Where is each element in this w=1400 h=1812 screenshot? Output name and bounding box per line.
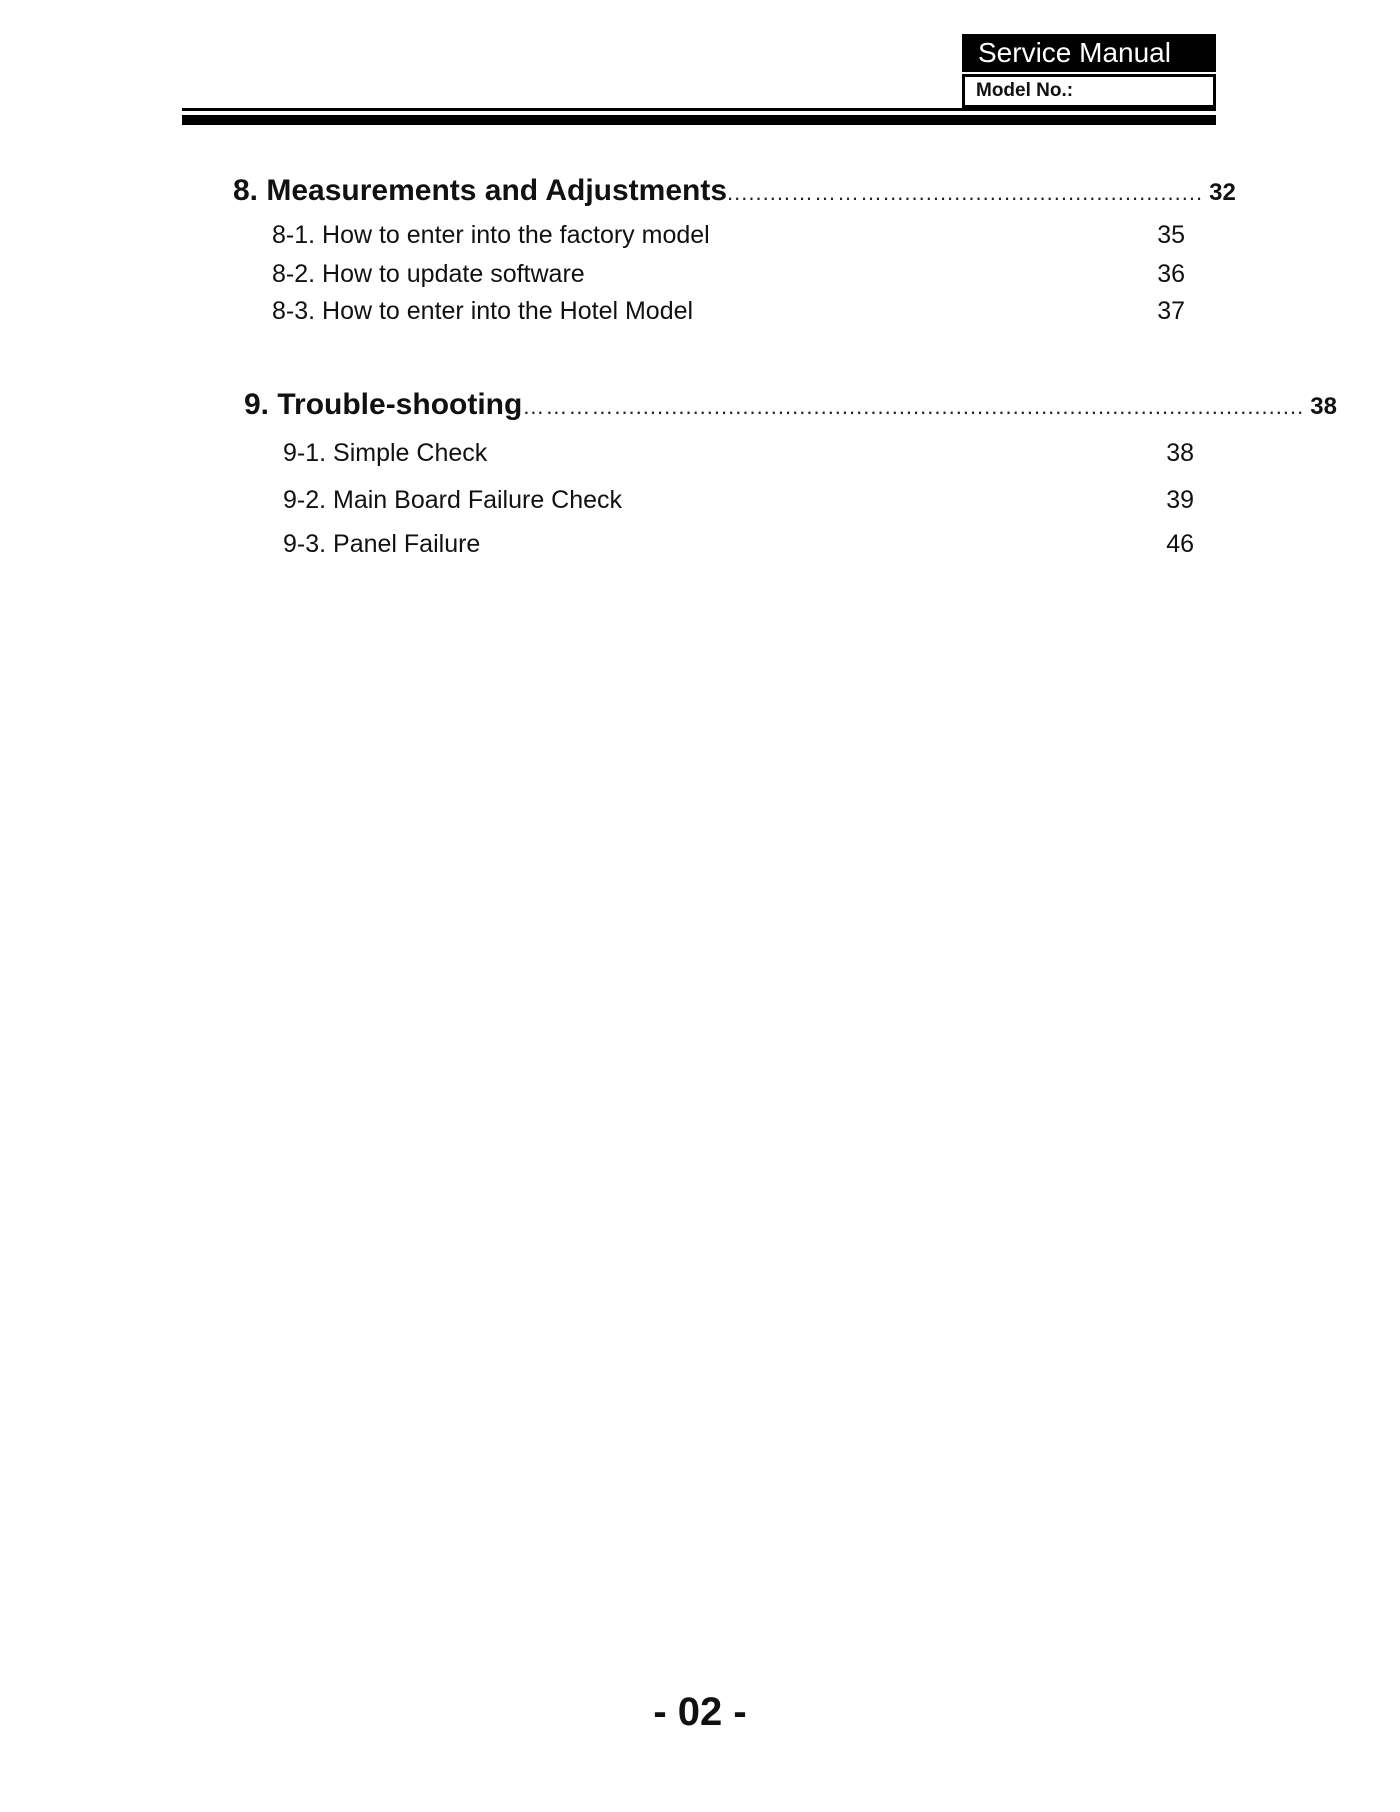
toc-section-8[interactable] (233, 174, 1236, 208)
toc-section-title: 9. Trouble-shooting (244, 388, 523, 421)
toc-item-8-1[interactable] (272, 221, 1185, 250)
toc-item-page: 35 (1157, 221, 1185, 249)
page-number: - 02 - (653, 1690, 747, 1734)
toc-item-9-3[interactable] (283, 530, 1194, 559)
toc-item-label: 8-3. How to enter into the Hotel Model (272, 297, 694, 325)
toc-item-label: 9-2. Main Board Failure Check (283, 486, 623, 514)
toc-item-page: 36 (1157, 260, 1185, 288)
toc-item-8-2[interactable] (272, 260, 1185, 289)
toc-item-9-1[interactable] (283, 439, 1194, 468)
toc-item-8-3[interactable] (272, 297, 1185, 326)
toc-item-page: 38 (1166, 439, 1194, 467)
toc-item-9-2[interactable] (283, 486, 1194, 515)
toc-section-9[interactable] (244, 388, 1337, 422)
header-rule-thin (182, 108, 1216, 111)
toc-item-page: 46 (1166, 530, 1194, 558)
toc-leader-dots: .........…………............................................. (727, 180, 1204, 205)
toc-page-number: 32 (1209, 179, 1236, 206)
toc-page-number: 38 (1310, 393, 1337, 420)
toc-item-label: 8-2. How to update software (272, 260, 585, 288)
toc-item-page: 39 (1166, 486, 1194, 514)
model-number-field: Model No.: (962, 74, 1216, 108)
toc-item-label: 9-1. Simple Check (283, 439, 488, 467)
toc-item-label: 8-1. How to enter into the factory model (272, 221, 710, 249)
header-title: Service Manual (962, 34, 1216, 72)
toc-leader-dots: …………................................................................................................. (522, 394, 1305, 419)
header-rule-thick (182, 115, 1216, 125)
toc-item-label: 9-3. Panel Failure (283, 530, 481, 558)
toc-item-page: 37 (1157, 297, 1185, 325)
toc-section-title: 8. Measurements and Adjustments (233, 174, 728, 207)
header-box (962, 34, 1216, 108)
